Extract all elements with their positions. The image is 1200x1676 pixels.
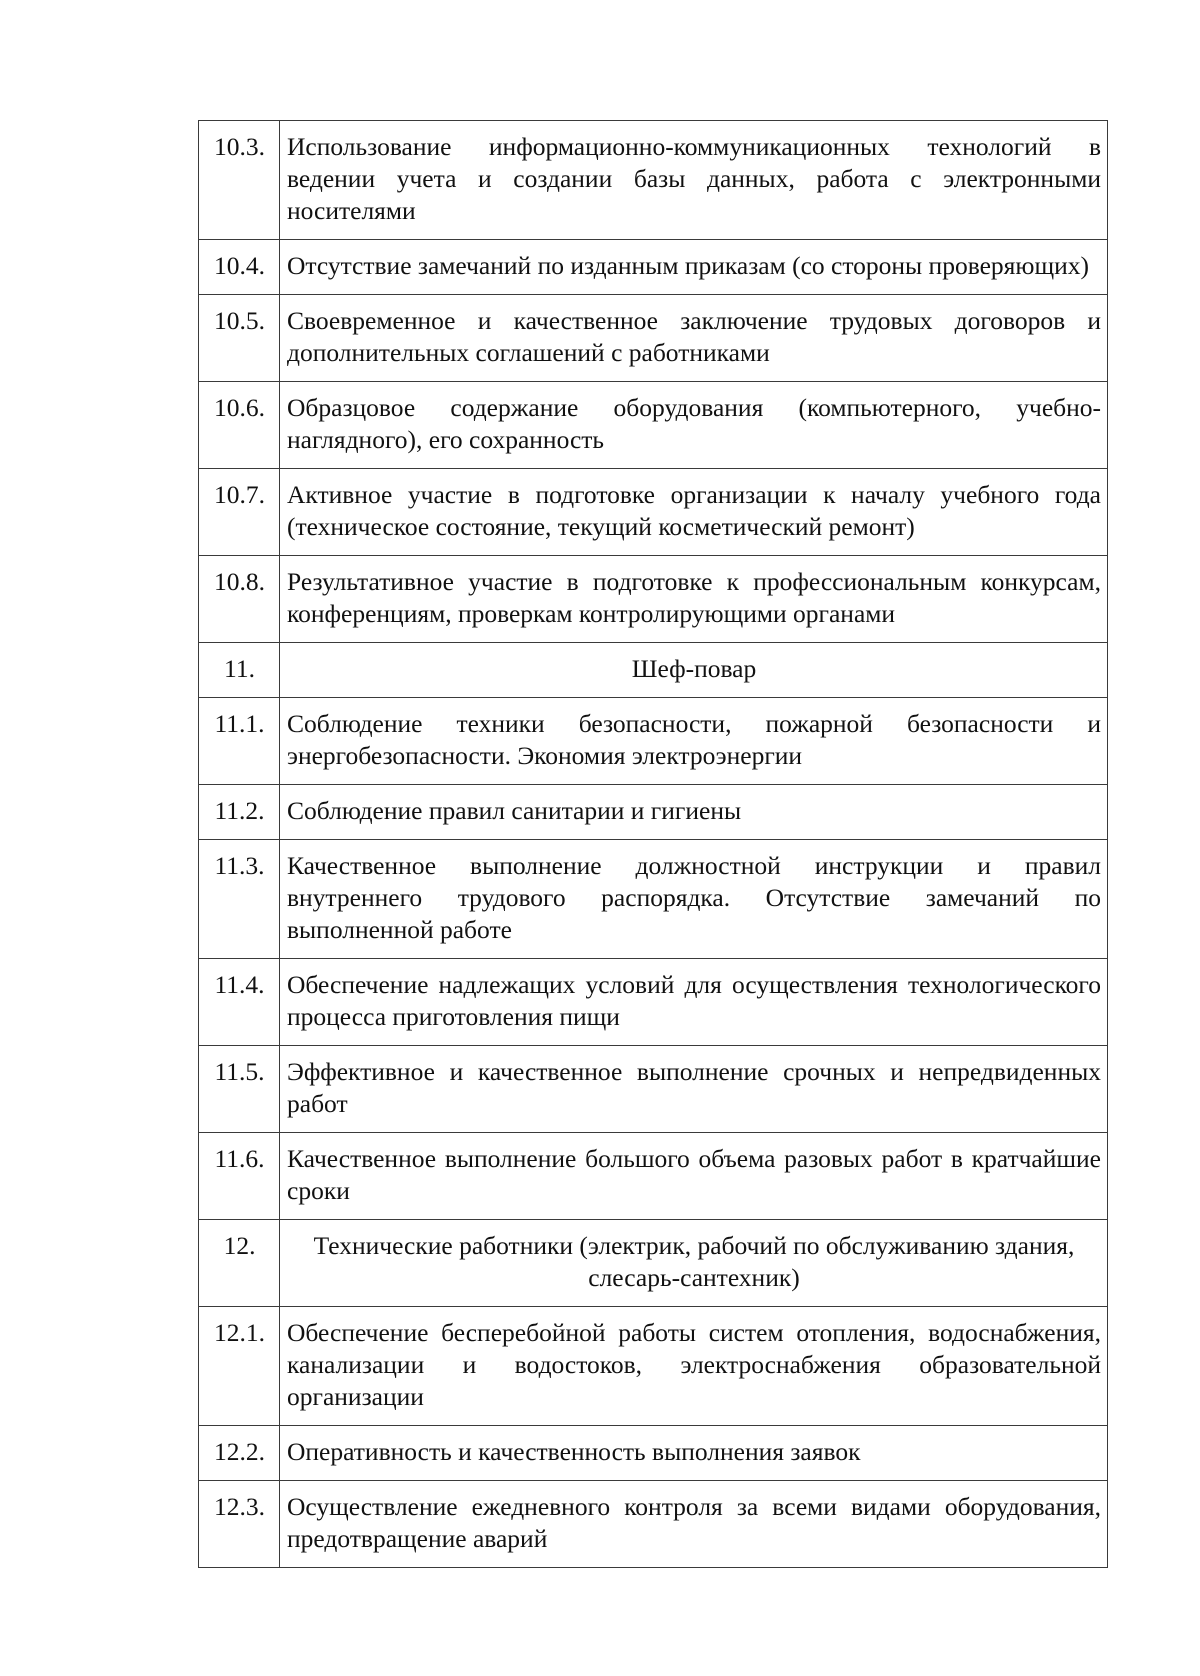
table-row (199, 1046, 1108, 1133)
row-text: Образцовое содержание оборудования (компьютерного, учебно-наглядного), его сохранность (280, 382, 1108, 469)
section-title: Шеф-повар (280, 643, 1108, 698)
row-number: 11.1. (199, 698, 280, 785)
table-row (199, 698, 1108, 785)
row-number: 11.2. (199, 785, 280, 840)
row-number: 12.3. (199, 1481, 280, 1568)
table-row (199, 1307, 1108, 1426)
table-row (199, 785, 1108, 840)
section-heading-row (199, 643, 1108, 698)
row-text: Эффективное и качественное выполнение срочных и непредвиденных работ (280, 1046, 1108, 1133)
table-row (199, 840, 1108, 959)
row-number: 10.7. (199, 469, 280, 556)
section-number: 11. (199, 643, 280, 698)
table-row (199, 240, 1108, 295)
table-row (199, 556, 1108, 643)
row-text: Результативное участие в подготовке к профессиональным конкурсам, конференциям, проверкам контролирующими органами (280, 556, 1108, 643)
table-row (199, 469, 1108, 556)
row-text: Соблюдение техники безопасности, пожарной безопасности и энергобезопасности. Экономия электроэнергии (280, 698, 1108, 785)
row-number: 11.5. (199, 1046, 280, 1133)
row-text: Оперативность и качественность выполнения заявок (280, 1426, 1108, 1481)
row-number: 10.4. (199, 240, 280, 295)
row-text: Активное участие в подготовке организации к началу учебного года (техническое состояние, текущий косметический ремонт) (280, 469, 1108, 556)
row-text: Качественное выполнение должностной инструкции и правил внутреннего трудового распорядка. Отсутствие замечаний по выполненной работе (280, 840, 1108, 959)
row-text: Использование информационно-коммуникационных технологий в ведении учета и создании базы данных, работа с электронными носителями (280, 121, 1108, 240)
row-number: 12.1. (199, 1307, 280, 1426)
table-row (199, 1133, 1108, 1220)
row-text: Обеспечение бесперебойной работы систем отопления, водоснабжения, канализации и водостоков, электроснабжения образовательной организации (280, 1307, 1108, 1426)
row-number: 10.5. (199, 295, 280, 382)
row-text: Осуществление ежедневного контроля за всеми видами оборудования, предотвращение аварий (280, 1481, 1108, 1568)
table-row (199, 1481, 1108, 1568)
section-heading-row (199, 1220, 1108, 1307)
section-number: 12. (199, 1220, 280, 1307)
table-row (199, 382, 1108, 469)
table-row (199, 1426, 1108, 1481)
row-text: Обеспечение надлежащих условий для осуществления технологического процесса приготовления пищи (280, 959, 1108, 1046)
criteria-table-body (199, 121, 1108, 1568)
row-number: 12.2. (199, 1426, 280, 1481)
table-row (199, 121, 1108, 240)
table-row (199, 295, 1108, 382)
table-row (199, 959, 1108, 1046)
row-number: 11.3. (199, 840, 280, 959)
criteria-table (198, 120, 1108, 1568)
row-number: 11.4. (199, 959, 280, 1046)
row-text: Соблюдение правил санитарии и гигиены (280, 785, 1108, 840)
document-page (198, 120, 1108, 1568)
row-text: Своевременное и качественное заключение трудовых договоров и дополнительных соглашений с работниками (280, 295, 1108, 382)
row-number: 10.3. (199, 121, 280, 240)
row-number: 10.8. (199, 556, 280, 643)
row-text: Отсутствие замечаний по изданным приказам (со стороны проверяющих) (280, 240, 1108, 295)
section-title: Технические работники (электрик, рабочий по обслуживанию здания, слесарь-сантехник) (280, 1220, 1108, 1307)
row-number: 11.6. (199, 1133, 280, 1220)
row-number: 10.6. (199, 382, 280, 469)
row-text: Качественное выполнение большого объема разовых работ в кратчайшие сроки (280, 1133, 1108, 1220)
